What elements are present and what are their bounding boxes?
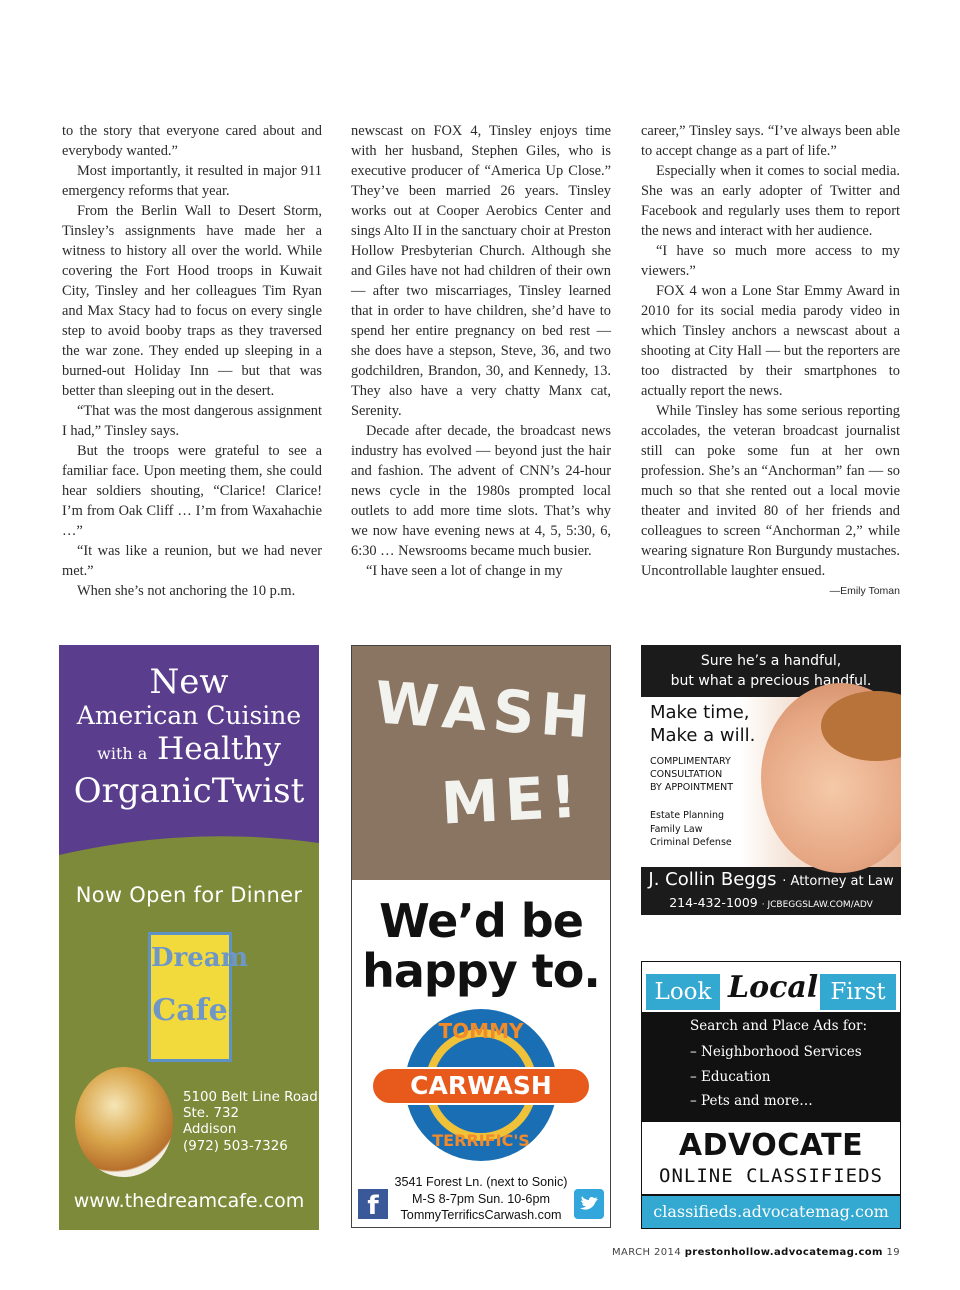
- services-list: [650, 809, 732, 850]
- consultation-text: [650, 755, 733, 794]
- paragraph: From the Berlin Wall to Desert Storm, Tinsley’s assignments have made her a witness to history all over the world. While covering the Fort Hood troops in Kuwait City, Tinsley and her colleagues Tim Ryan and Max Stacy had to focus on every single step to avoid booby traps as they traversed the war zone. They ended up sleeping in a burned-out Holiday Inn — but that was better than sleeping out in the desert.: [62, 203, 322, 399]
- list-item: – Pets and more…: [690, 1093, 813, 1109]
- badge-text: TOMMY: [438, 1019, 524, 1043]
- baby-photo: [641, 697, 901, 867]
- ad-title-small: with a: [97, 744, 148, 763]
- logo-word: Dream: [151, 943, 249, 973]
- paragraph: But the troops were grateful to see a familiar face. Upon meeting them, she could hear soldiers shouting, “Clarice! Clarice! I’m from Oak Cliff … I’m from Waxahachie …”: [62, 443, 322, 539]
- ad-header: [642, 962, 900, 1012]
- phone-number[interactable]: 214-432-1009: [669, 895, 758, 910]
- cafe-website-link[interactable]: www.thedreamcafe.com: [73, 1190, 305, 1212]
- paragraph: career,” Tinsley says. “I’ve always been able to accept change as a part of life.”: [641, 123, 900, 159]
- attorney-title: · Attorney at Law: [782, 874, 894, 889]
- wave-divider-icon: [59, 825, 319, 865]
- address-line: Addison: [183, 1122, 237, 1138]
- twitter-icon[interactable]: [574, 1189, 604, 1219]
- cafe-address: [183, 1090, 318, 1155]
- search-heading: Search and Place Ads for:: [690, 1018, 867, 1034]
- tagline-line: Sure he’s a handful,: [700, 653, 842, 669]
- service-item: Estate Planning: [650, 810, 725, 821]
- attorney-name: [641, 869, 901, 893]
- info-line: 3541 Forest Ln. (next to Sonic): [394, 1175, 568, 1189]
- attorney-contact: [641, 895, 901, 910]
- paragraph: While Tinsley has some serious reporting accolades, the veteran broadcast journalist still can poke some fun at her own profession. She’s an “Anchorman” fan — so much so that she rented out a local movie theater and invited 80 of her friends and colleagues to screen “Anchorman 2,” while wearing signature Ron Burgundy mustaches. Uncontrollable laughter ensued.: [641, 403, 900, 579]
- carwash-info: [352, 1174, 610, 1224]
- service-item: Criminal Defense: [650, 837, 732, 848]
- food-photo: [75, 1067, 173, 1177]
- carwash-logo: [372, 1006, 590, 1164]
- badge-text: CARWASH: [410, 1071, 552, 1100]
- dirty-car-photo: [352, 646, 610, 880]
- attorney-website-link[interactable]: · JCBEGGSLAW.COM/ADV: [761, 900, 873, 910]
- ad-title-word: Healthy: [157, 731, 281, 767]
- phone-number: (972) 503-7326: [183, 1138, 288, 1154]
- paragraph: to the story that everyone cared about and everybody wanted.”: [62, 123, 322, 159]
- paragraph: “I have seen a lot of change in my: [366, 563, 563, 579]
- slogan-line: Make time,: [650, 702, 750, 723]
- info-line: M-S 8-7pm Sun. 10-6pm: [412, 1191, 550, 1206]
- ad-title-line: American Cuisine: [76, 701, 302, 730]
- paragraph: Decade after decade, the broadcast news industry has evolved — beyond just the hair and fashion. The advent of CNN’s 24-hour news cycle in the 1980s prompted local outlets to add more time slots. That’s why we now have evening news at 4, 5, 5:30, 6, 6:30 … Newsrooms became much busier.: [351, 423, 611, 559]
- local-label: Local: [728, 970, 819, 1005]
- paragraph: “It was like a reunion, but we had never met.”: [62, 543, 322, 579]
- ad-tagline: [641, 651, 901, 691]
- logo-word: Cafe: [152, 993, 228, 1028]
- dream-cafe-logo: [148, 932, 249, 1062]
- byline: —Emily Toman: [829, 585, 900, 597]
- ad-title: [59, 663, 319, 810]
- issue-date: MARCH 2014: [612, 1247, 682, 1258]
- open-for-dinner-text: Now Open for Dinner: [75, 883, 303, 907]
- dirt-writing: ME!: [439, 762, 585, 838]
- article-column-2: [351, 121, 611, 581]
- first-label: First: [820, 974, 896, 1010]
- slogan-line: Make a will.: [650, 725, 756, 746]
- page-number: 19: [886, 1247, 900, 1258]
- ad-title-line: [59, 731, 319, 772]
- paragraph: newscast on FOX 4, Tinsley enjoys time with her husband, Stephen Giles, who is executive producer of “America Up Close.” They’ve been married 26 years. Tinsley works out at Cooper Aerobics Center and sings Alto II in the sanctuary choir at Preston Hollow Presbyterian Church. Although she and Giles have not had children of their own — after two miscarriages, Tinsley learned that in order to have children, she’d have to spend her entire pregnancy on bed rest — she does have a stepson, Steve, 36, and two godchildren, Brandon, 30, and Kennedy, 13. They also have a very chatty Manx cat, Serenity.: [351, 123, 611, 419]
- classifieds-list: [690, 1040, 862, 1114]
- magazine-website: prestonhollow.advocatemag.com: [684, 1247, 883, 1258]
- ad-headline: [352, 896, 610, 996]
- dirt-writing: WASH: [372, 668, 598, 752]
- ad-slogan: [650, 701, 755, 747]
- look-label: Look: [646, 974, 720, 1010]
- address-line: Ste. 732: [183, 1106, 240, 1122]
- address-line: 5100 Belt Line Road: [183, 1090, 318, 1105]
- carwash-ad[interactable]: [351, 645, 611, 1228]
- paragraph: When she’s not anchoring the 10 p.m.: [77, 583, 296, 599]
- advocate-logo: ADVOCATE: [678, 1128, 864, 1163]
- facebook-icon[interactable]: f: [358, 1189, 388, 1219]
- headline-line: happy to.: [362, 944, 600, 998]
- service-item: Family Law: [650, 823, 703, 835]
- carwash-website-link[interactable]: TommyTerrificsCarwash.com: [400, 1208, 562, 1222]
- consult-line: COMPLIMENTARY: [650, 756, 731, 767]
- consult-line: BY APPOINTMENT: [650, 782, 734, 793]
- paragraph: Especially when it comes to social media. She was an early adopter of Twitter and Facebook and regularly uses them to report the news and interact with her audience.: [641, 163, 900, 239]
- page-footer: [600, 1247, 900, 1258]
- article-column-3: [641, 121, 900, 601]
- ad-title-line: New: [149, 662, 229, 702]
- paragraph: FOX 4 won a Lone Star Emmy Award in 2010 for its social media parody video in which Tinsley anchors a newscast about a shooting at City Hall — but the reporters are too distracted by their smartphones to actually report the news.: [641, 283, 900, 399]
- classifieds-website-link[interactable]: classifieds.advocatemag.com: [642, 1196, 900, 1228]
- attorney-ad[interactable]: [641, 645, 901, 915]
- headline-line: We’d be: [379, 894, 583, 948]
- paragraph: Most importantly, it resulted in major 911 emergency reforms that year.: [62, 163, 322, 199]
- paragraph: “That was the most dangerous assignment I had,” Tinsley says.: [62, 403, 322, 439]
- online-classifieds-label: ONLINE CLASSIFIEDS: [659, 1165, 883, 1187]
- paragraph: “I have so much more access to my viewers.”: [641, 243, 900, 279]
- tagline-line: but what a precious handful.: [670, 673, 872, 689]
- article-column-1: [62, 121, 322, 601]
- consult-line: CONSULTATION: [650, 769, 723, 780]
- classifieds-ad[interactable]: [641, 961, 901, 1229]
- dream-cafe-ad[interactable]: [59, 645, 319, 1230]
- list-item: – Neighborhood Services: [690, 1044, 862, 1060]
- name-text: J. Collin Beggs: [648, 869, 777, 890]
- ad-title-line: OrganicTwist: [73, 771, 305, 811]
- badge-text: TERRIFIC'S: [432, 1131, 530, 1150]
- list-item: – Education: [690, 1068, 771, 1085]
